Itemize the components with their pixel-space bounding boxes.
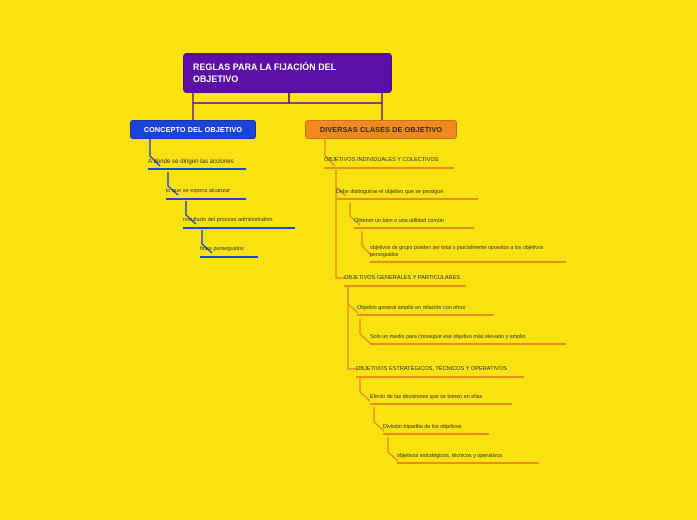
leaf-diversas-3-label: Obtener un bien o una utilidad común	[354, 218, 444, 224]
connector-orange-5	[336, 170, 346, 278]
leaf-concepto-1[interactable]	[148, 158, 246, 170]
leaf-diversas-8-label: OBJETIVOS ESTRATÉGICOS, TÉCNICOS Y OPERATIVOS	[356, 366, 507, 372]
leaf-diversas-5[interactable]	[344, 275, 466, 287]
connector-orange-7	[360, 319, 370, 343]
leaf-diversas-7-label: Solo un medio para conseguir ese objetivo más elevado y amplio	[370, 334, 526, 340]
leaf-diversas-5-label: OBJETIVOS GENERALES Y PARTICULARES	[344, 275, 461, 281]
leaf-diversas-9[interactable]	[370, 394, 512, 405]
root-node-label: REGLAS PARA LA FIJACIÓN DEL OBJETIVO	[193, 62, 336, 84]
branch-node-concepto-label: CONCEPTO DEL OBJETIVO	[143, 125, 243, 134]
leaf-diversas-8[interactable]	[356, 366, 524, 378]
leaf-diversas-6[interactable]	[357, 305, 494, 316]
root-node[interactable]	[183, 53, 392, 93]
connector-orange-8	[348, 285, 358, 369]
leaf-diversas-10-label: División tripartita de los objetivos	[383, 424, 462, 430]
leaf-diversas-4-label: objetivos de grupo pueden ser total o parcialmente opuestos a los objetivos perseguidos	[370, 245, 544, 258]
leaf-diversas-7[interactable]	[370, 334, 566, 345]
connector-orange-9	[360, 376, 370, 401]
leaf-diversas-1[interactable]	[324, 157, 454, 169]
leaf-concepto-3[interactable]	[183, 217, 295, 229]
leaf-diversas-2[interactable]	[336, 189, 478, 200]
branch-node-concepto[interactable]	[130, 120, 256, 139]
leaf-diversas-11[interactable]	[397, 453, 539, 464]
leaf-diversas-11-label: objetivos estratégicos, técnicos y operativos	[397, 453, 503, 459]
leaf-diversas-9-label: Efecto de las decisiones que se tomen en ellas	[370, 394, 483, 400]
leaf-concepto-1-label: A donde se dirigen las acciones	[148, 158, 234, 165]
leaf-diversas-4[interactable]	[370, 245, 566, 263]
connector-root-right	[289, 93, 382, 103]
connector-root-left	[193, 93, 289, 103]
leaf-diversas-1-label: OBJETIVOS INDIVIDUALES Y COLECTIVOS	[324, 157, 439, 163]
leaf-concepto-4-label: fines perseguidos	[200, 246, 244, 252]
leaf-concepto-3-label: resultado del proceso administrativo	[183, 217, 273, 223]
leaf-concepto-2[interactable]	[166, 188, 246, 200]
leaf-concepto-4[interactable]	[200, 246, 258, 258]
leaf-diversas-2-label: Debe distinguirse el objetivo que se persigue	[336, 189, 444, 195]
leaf-diversas-3[interactable]	[354, 218, 474, 229]
branch-node-diversas-clases-label: DIVERSAS CLASES DE OBJETIVO	[319, 125, 443, 134]
branch-node-diversas-clases[interactable]	[305, 120, 457, 139]
leaf-diversas-10[interactable]	[383, 424, 489, 435]
leaf-diversas-6-label: Objetivo general amplio en relación con otros	[357, 305, 466, 311]
leaf-concepto-2-label: lo que se espera alcanzar	[166, 188, 231, 194]
